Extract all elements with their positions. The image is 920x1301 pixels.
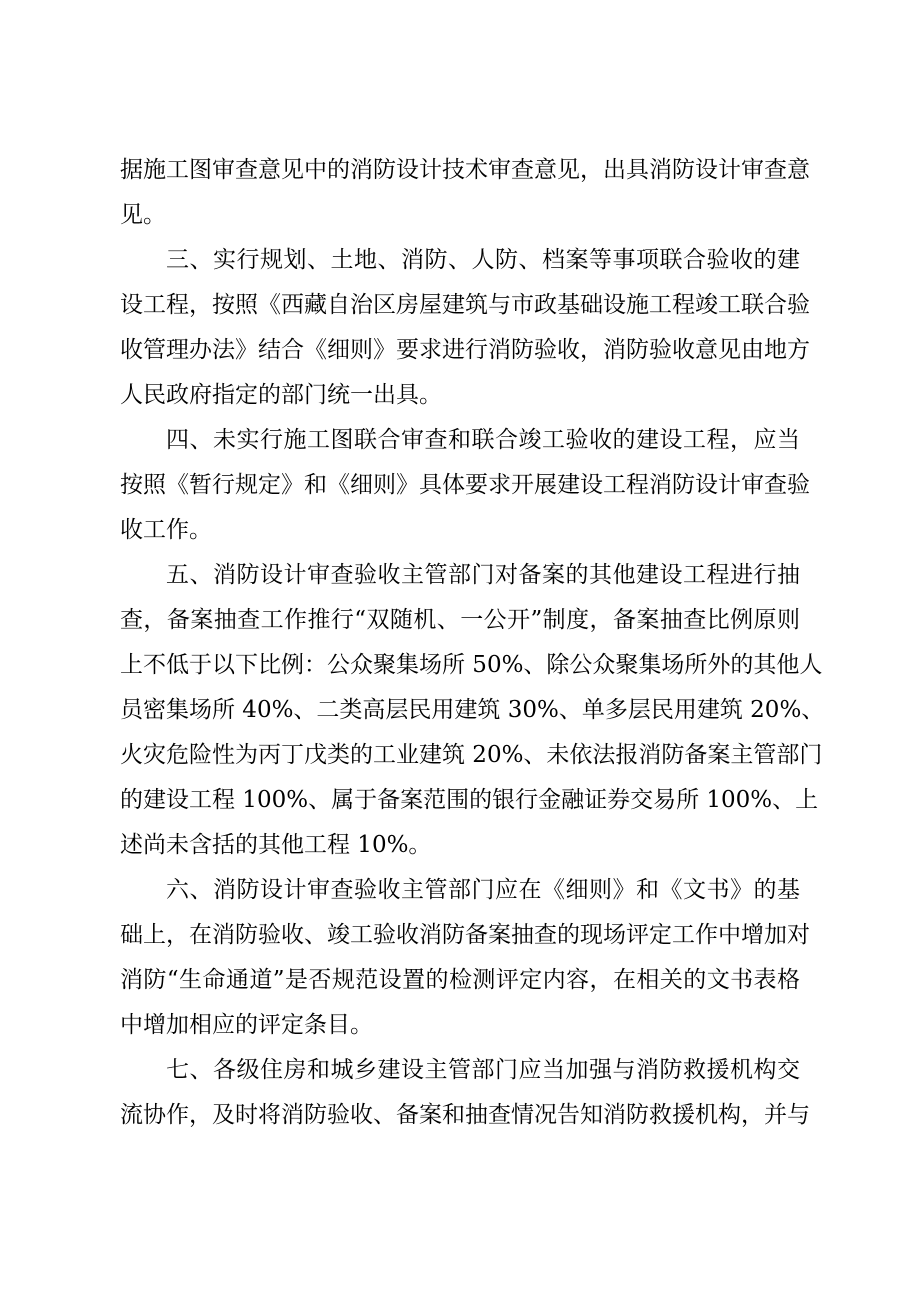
text-line: 火灾危险性为丙丁戊类的工业建筑 20%、未依法报消防备案主管部门	[120, 742, 823, 768]
text-line: 中增加相应的评定条目。	[120, 1012, 373, 1038]
text-line: 查，备案抽查工作推行“双随机、一公开”制度，备案抽查比例原则	[120, 607, 800, 633]
text-line: 础上，在消防验收、竣工验收消防备案抽查的现场评定工作中增加对	[120, 922, 810, 948]
paragraph-3-start: 三、实行规划、土地、消防、人防、档案等事项联合验收的建	[166, 247, 800, 273]
paragraph-4-start: 四、未实行施工图联合审查和联合竣工验收的建设工程，应当	[166, 427, 800, 453]
paragraph-7-start: 七、各级住房和城乡建设主管部门应当加强与消防救援机构交	[166, 1057, 800, 1083]
text-line: 消防“生命通道”是否规范设置的检测评定内容，在相关的文书表格	[120, 967, 800, 993]
text-line: 的建设工程 100%、属于备案范围的银行金融证券交易所 100%、上	[120, 787, 819, 813]
text-line: 上不低于以下比例：公众聚集场所 50%、除公众聚集场所外的其他人	[120, 652, 823, 678]
text-line: 员密集场所 40%、二类高层民用建筑 30%、单多层民用建筑 20%、	[120, 697, 825, 723]
paragraph-5-start: 五、消防设计审查验收主管部门对备案的其他建设工程进行抽	[166, 562, 800, 588]
text-line: 收管理办法》结合《细则》要求进行消防验收，消防验收意见由地方	[120, 337, 810, 363]
text-line: 据施工图审查意见中的消防设计技术审查意见，出具消防设计审查意	[120, 157, 810, 183]
text-line: 述尚未含括的其他工程 10%。	[120, 832, 432, 858]
text-line: 收工作。	[120, 517, 212, 543]
text-line: 流协作，及时将消防验收、备案和抽查情况告知消防救援机构，并与	[120, 1102, 810, 1128]
text-line: 按照《暂行规定》和《细则》具体要求开展建设工程消防设计审查验	[120, 472, 810, 498]
text-line: 见。	[120, 202, 166, 228]
text-line: 人民政府指定的部门统一出具。	[120, 382, 442, 408]
text-line: 设工程，按照《西藏自治区房屋建筑与市政基础设施工程竣工联合验	[120, 292, 810, 318]
paragraph-6-start: 六、消防设计审查验收主管部门应在《细则》和《文书》的基	[166, 877, 800, 903]
